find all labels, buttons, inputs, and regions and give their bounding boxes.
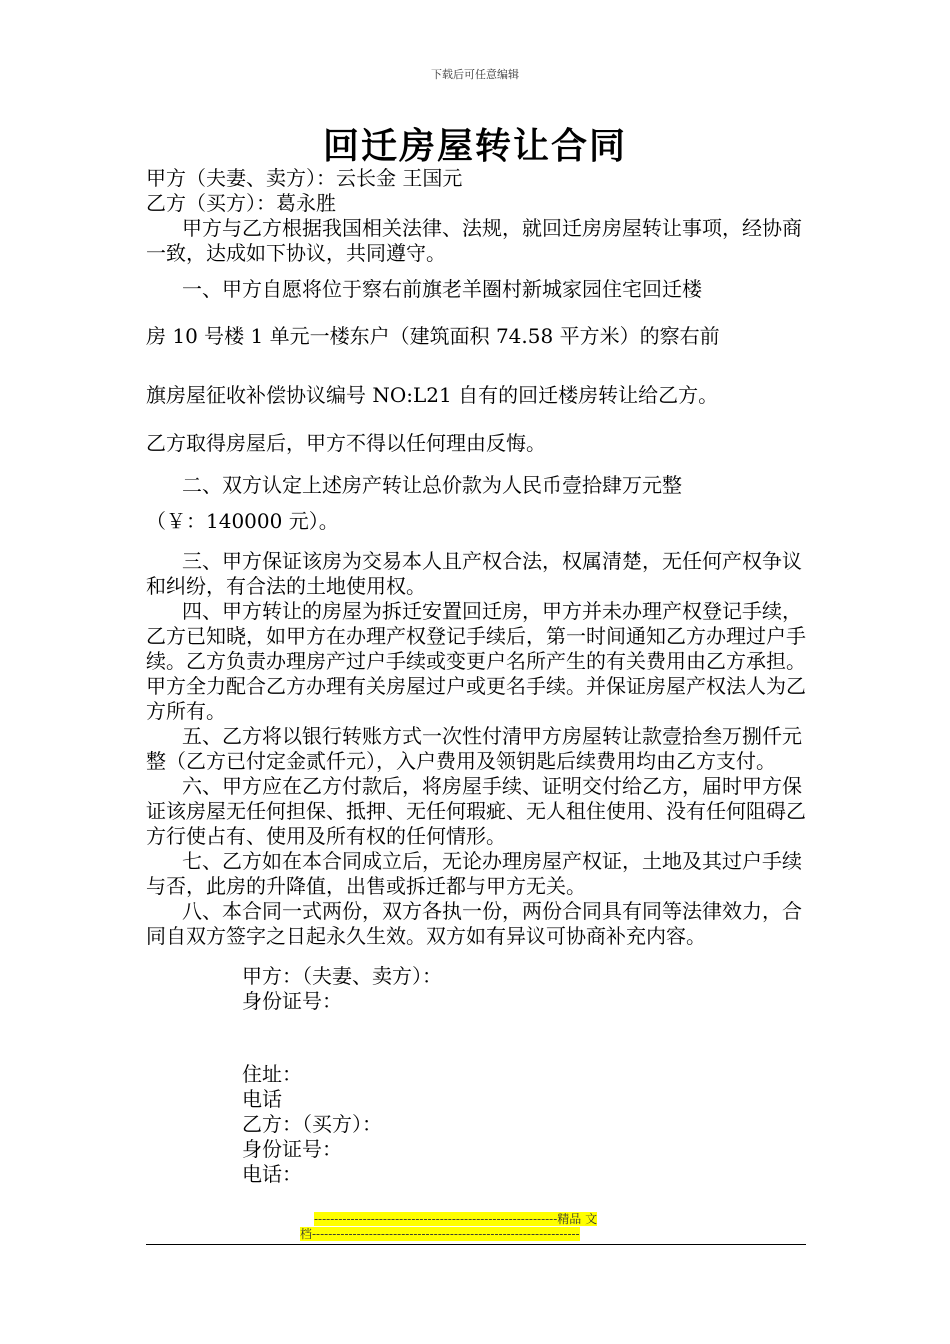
clause-1-line-1: 一、甲方自愿将位于察右前旗老羊圈村新城家园住宅回迁楼 <box>182 277 702 301</box>
footer-watermark <box>300 1212 652 1242</box>
clause-1-line-4: 乙方取得房屋后，甲方不得以任何理由反悔。 <box>146 431 546 455</box>
signature-party-a: 甲方：（夫妻、卖方）： <box>242 964 442 988</box>
page-title: 回迁房屋转让合同 <box>322 125 627 167</box>
clause-1-line-2: 房 10 号楼 1 单元一楼东户（建筑面积 74.58 平方米）的察右前 <box>146 324 720 348</box>
signature-spacer <box>242 1014 762 1062</box>
clause-7: 七、乙方如在本合同成立后，无论办理房屋产权证，土地及其过户手续与否，此房的升降值，出售或拆迁都与甲方无关。 <box>146 849 802 898</box>
signature-party-b: 乙方：（买方）： <box>242 1112 382 1136</box>
clause-8: 八、本合同一式两份，双方各执一份，两份合同具有同等法律效力，合同自双方签字之日起永久生效。双方如有异议可协商补充内容。 <box>146 899 802 948</box>
signature-phone-b: 电话： <box>242 1162 302 1186</box>
footer-line-1: ------------------------------------------------------------精品 文 <box>314 1212 598 1226</box>
party-a-line: 甲方（夫妻、卖方）：云长金 王国元 <box>146 166 463 190</box>
signature-block <box>242 964 762 1187</box>
clause-6: 六、甲方应在乙方付款后，将房屋手续、证明交付给乙方，届时甲方保证该房屋无任何担保、抵押、无任何瑕疵、无人租住使用、没有任何阻碍乙方行使占有、使用及所有权的任何情形。 <box>146 774 806 848</box>
signature-id-b: 身份证号： <box>242 1137 342 1161</box>
intro-paragraph: 甲方与乙方根据我国相关法律、法规，就回迁房房屋转让事项，经协商一致，达成如下协议，共同遵守。 <box>146 216 802 265</box>
clause-1-line-3: 旗房屋征收补偿协议编号 NO:L21 自有的回迁楼房转让给乙方。 <box>146 383 719 407</box>
signature-address: 住址： <box>242 1062 302 1086</box>
party-b-line: 乙方（买方）：葛永胜 <box>146 191 336 215</box>
clause-2-line-1: 二、双方认定上述房产转让总价款为人民币壹拾肆万元整 <box>182 473 682 497</box>
signature-phone-a: 电话 <box>242 1087 282 1111</box>
clause-3: 三、甲方保证该房为交易本人且产权合法，权属清楚，无任何产权争议和纠纷，有合法的土地使用权。 <box>146 549 802 598</box>
contract-body <box>146 166 810 949</box>
footer-line-2: 档------------------------------------------------------------------ <box>300 1227 580 1241</box>
clause-5: 五、乙方将以银行转账方式一次性付清甲方房屋转让款壹拾叁万捌仟元整（乙方已付定金贰仟元），入户费用及领钥匙后续费用均由乙方支付。 <box>146 724 802 773</box>
clause-4: 四、甲方转让的房屋为拆迁安置回迁房，甲方并未办理产权登记手续，乙方已知晓，如甲方在办理产权登记手续后，第一时间通知乙方办理过户手续。乙方负责办理房产过户手续或变更户名所产生的有关费用由乙方承担。甲方全力配合乙方办理有关房屋过户或更名手续。并保证房屋产权法人为乙方所有。 <box>146 599 806 723</box>
footer-divider <box>146 1244 806 1245</box>
signature-id-a: 身份证号： <box>242 989 342 1013</box>
clause-2-line-2: （￥：140000 元）。 <box>146 509 339 533</box>
header-note: 下载后可任意编辑 <box>431 68 519 81</box>
